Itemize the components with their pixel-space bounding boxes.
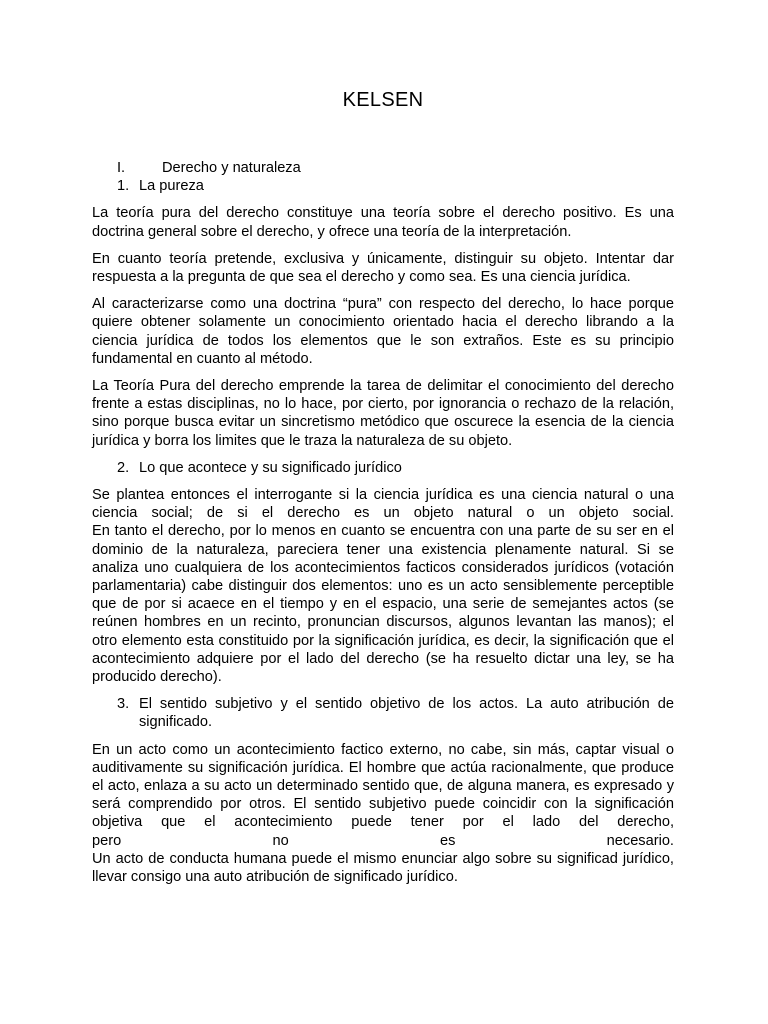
section-label: Derecho y naturaleza (162, 160, 301, 176)
paragraph-3: Al caracterizarse como una doctrina “pura” con respecto del derecho, lo hace porque quiere obtener solamente un conocimiento orientado hacia el derecho librando a la ciencia jurídica de todos los elementos que le son extraños. Este es su principio fundamental en cuanto al método. (92, 296, 674, 367)
list-item-label: Lo que acontece y su significado jurídico (139, 459, 402, 476)
list-item-1 (92, 177, 674, 195)
section-heading-i (92, 159, 674, 177)
paragraph-5 (92, 486, 674, 686)
list-item-number: 2. (117, 459, 130, 476)
list-item-label: El sentido subjetivo y el sentido objetivo de los actos. La auto atribución de significado. (139, 696, 674, 731)
list-item-number: 1. (117, 178, 130, 195)
paragraph-6 (92, 741, 674, 887)
list-item-label: La pureza (139, 178, 204, 195)
document-body (92, 159, 674, 886)
paragraph-6-part-c: Un acto de conducta humana puede el mismo enunciar algo sobre su significad jurídico, llevar consigo una auto atribución de significado jurídico. (92, 850, 674, 886)
paragraph-5-part-a: Se plantea entonces el interrogante si la ciencia jurídica es una ciencia natural o una ciencia social; de si el derecho es un objeto natural o un objeto social. (92, 487, 674, 522)
paragraph-6-part-a: En un acto como un acontecimiento factico externo, no cabe, sin más, captar visual o auditivamente su significación jurídica. El hombre que actúa racionalmente, que produce el acto, enlaza a su acto un determinado sentido que, de alguna manera, es expresado y será comprendido por otros. El sentido subjetivo puede coincidir con la significación objetiva que el acontecimiento puede tener por el lado del derecho, (92, 741, 674, 831)
list-item-3 (92, 695, 674, 731)
list-item-2 (92, 459, 674, 477)
paragraph-2: En cuanto teoría pretende, exclusiva y únicamente, distinguir su objeto. Intentar dar respuesta a la pregunta de que sea el derecho y como sea. Es una ciencia jurídica. (92, 250, 674, 285)
section-number: I. (117, 160, 126, 176)
document-title: KELSEN (342, 89, 424, 111)
paragraph-1: La teoría pura del derecho constituye una teoría sobre el derecho positivo. Es una doctrina general sobre el derecho, y ofrece una teoría de la interpretación. (92, 205, 674, 240)
paragraph-6-part-b: pero no es necesario. (92, 832, 674, 849)
list-item-number: 3. (117, 696, 130, 713)
paragraph-5-part-b: En tanto el derecho, por lo menos en cuanto se encuentra con una parte de su ser en el dominio de la naturaleza, pareciera tener una existencia plenamente natural. Si se analiza uno cualquiera de los acontecimientos facticos considerados jurídicos (votación parlamentaria) cabe distinguir dos elementos: uno es un acto sensiblemente perceptible que de por si acaece en el tiempo y en el espacio, una serie de semejantes actos (se reúnen hombres en un recinto, pronuncian discursos, algunos levantan las manos); el otro elemento esta constituido por la significación jurídica, es decir, la significación que el acontecimiento adquiere por el lado del derecho (se ha resuelto dictar una ley, se ha producido derecho). (92, 523, 674, 686)
paragraph-4: La Teoría Pura del derecho emprende la tarea de delimitar el conocimiento del derecho frente a estas disciplinas, no lo hace, por cierto, por ignorancia o rechazo de la relación, sino porque busca evitar un sincretismo metódico que oscurece la esencia de la ciencia jurídica y borra los limites que le traza la naturaleza de su objeto. (92, 378, 674, 449)
